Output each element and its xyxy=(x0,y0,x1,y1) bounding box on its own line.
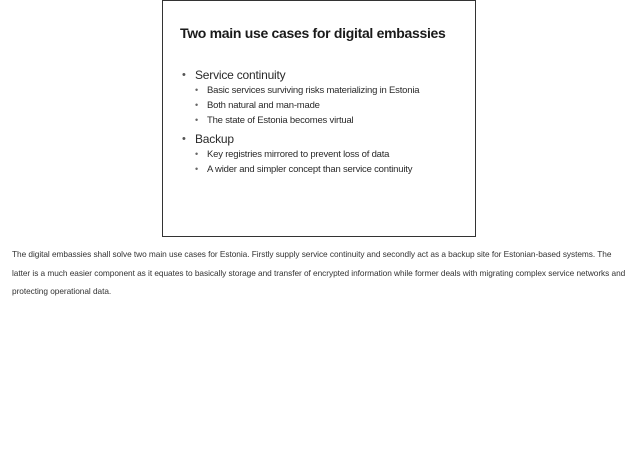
sub-bullet-icon: • xyxy=(195,100,198,110)
bullet-item xyxy=(180,83,470,98)
bullet-item-text: Both natural and man-made xyxy=(207,100,320,111)
sub-bullet-icon: • xyxy=(195,85,198,95)
bullet-heading-text: Backup xyxy=(195,132,234,146)
bullet-item-text: Key registries mirrored to prevent loss of data xyxy=(207,149,390,160)
bullet-item xyxy=(180,98,470,113)
bullet-heading xyxy=(180,67,470,83)
sub-bullet-icon: • xyxy=(195,164,198,174)
slide xyxy=(162,0,476,237)
bullet-group-service-continuity xyxy=(180,67,470,128)
bullet-item-text: The state of Estonia becomes virtual xyxy=(207,115,354,126)
bullet-list xyxy=(180,67,470,177)
bullet-item xyxy=(180,113,470,128)
bullet-group-backup xyxy=(180,131,470,177)
bullet-item xyxy=(180,147,470,162)
bullet-heading-text: Service continuity xyxy=(195,68,286,82)
bullet-icon: • xyxy=(182,133,186,145)
sub-bullet-icon: • xyxy=(195,115,198,125)
bullet-item-text: Basic services surviving risks materializing in Estonia xyxy=(207,85,420,96)
bullet-item-text: A wider and simpler concept than service continuity xyxy=(207,164,413,175)
bullet-heading xyxy=(180,131,470,147)
bullet-item xyxy=(180,162,470,177)
sub-bullet-icon: • xyxy=(195,149,198,159)
slide-title: Two main use cases for digital embassies xyxy=(180,25,446,41)
bullet-icon: • xyxy=(182,69,186,81)
speaker-notes: The digital embassies shall solve two main use cases for Estonia. Firstly supply service continuity and secondly act as a backup site for Estonian-based systems. The latter is a much easier component as it equates to basically storage and transfer of encrypted information while former deals with migrating complex service networks and protecting operational data. xyxy=(12,249,626,296)
